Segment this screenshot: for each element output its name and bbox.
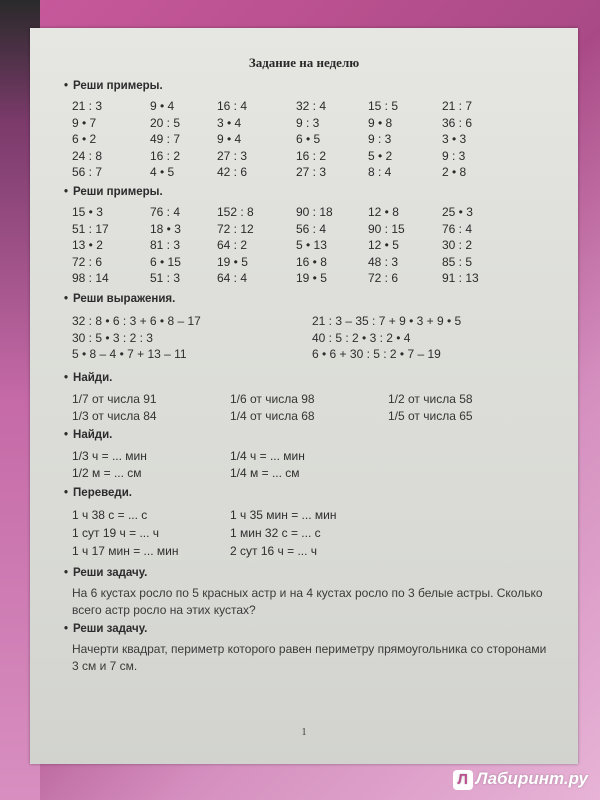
section-heading-find-1: [64, 372, 112, 384]
bullet-icon: •: [64, 429, 69, 441]
bullet-icon: •: [64, 372, 69, 384]
example-item: 16 : 2: [150, 148, 181, 163]
section-heading-task-1: [64, 567, 147, 579]
section-heading-convert: [64, 487, 132, 499]
example-item: 16 • 8: [296, 254, 327, 269]
example-item: 90 : 15: [368, 221, 405, 236]
expressions-list: [72, 313, 542, 363]
example-item: 12 • 5: [368, 238, 399, 252]
example-item: 20 : 5: [150, 115, 181, 130]
examples-grid-2: [72, 204, 512, 287]
bullet-icon: •: [64, 487, 69, 499]
bullet-icon: •: [64, 186, 69, 198]
example-item: 49 : 7: [150, 132, 181, 146]
watermark-text: Лабиринт.ру: [475, 769, 588, 788]
example-item: 9 • 4: [217, 132, 242, 146]
example-item: 19 • 5: [296, 271, 327, 285]
convert-item: 2 сут 16 ч = ... ч: [230, 544, 318, 558]
find-list-1: [72, 391, 552, 424]
example-item: 64 : 4: [217, 271, 248, 285]
example-item: 51 : 17: [72, 221, 109, 236]
task-2-text: Начерти квадрат, периметр которого равен периметру прямоугольника со сторонами 3 см и 7 см.: [72, 642, 547, 673]
example-item: 9 : 3: [296, 115, 320, 130]
expression-item: 21 : 3 – 35 : 7 + 9 • 3 + 9 • 5: [312, 314, 462, 328]
convert-item: 1 мин 32 с = ... с: [230, 526, 321, 540]
section-heading-text: Найди.: [73, 429, 113, 441]
example-item: 6 • 2: [72, 132, 97, 146]
example-item: 19 • 5: [217, 254, 248, 269]
example-item: 76 : 4: [150, 205, 181, 219]
find-item: 1/2 м = ... см: [72, 465, 142, 480]
expression-item: 32 : 8 • 6 : 3 + 6 • 8 – 17: [72, 314, 201, 328]
find-item: 1/6 от числа 98: [230, 392, 315, 406]
example-item: 13 • 2: [72, 238, 103, 252]
example-item: 81 : 3: [150, 238, 181, 252]
example-item: 72 : 6: [72, 254, 103, 269]
section-heading-text: Реши задачу.: [73, 623, 148, 635]
section-heading-task-2: [64, 623, 147, 635]
find-list-2: [72, 448, 542, 481]
bullet-icon: •: [64, 623, 69, 635]
example-item: 15 • 3: [72, 205, 103, 219]
find-item: 1/2 от числа 58: [388, 392, 473, 406]
example-item: 21 : 3: [72, 99, 103, 113]
section-heading-examples-1: [64, 80, 163, 92]
example-item: 9 • 4: [150, 99, 175, 113]
example-item: 85 : 5: [442, 254, 473, 269]
example-item: 90 : 18: [296, 205, 333, 219]
example-item: 9 • 8: [368, 115, 393, 130]
example-item: 72 : 12: [217, 221, 254, 236]
expression-item: 40 : 5 : 2 • 3 : 2 • 4: [312, 330, 411, 345]
section-heading-expressions: [64, 293, 175, 305]
example-item: 12 • 8: [368, 205, 399, 219]
example-item: 56 : 4: [296, 221, 327, 236]
section-heading-find-2: [64, 429, 112, 441]
section-heading-text: Реши задачу.: [73, 567, 148, 579]
page-number: 1: [301, 726, 307, 738]
bullet-icon: •: [64, 80, 69, 92]
example-item: 16 : 4: [217, 99, 248, 113]
convert-item: 1 сут 19 ч = ... ч: [72, 526, 160, 540]
example-item: 3 • 4: [217, 115, 242, 130]
example-item: 36 : 6: [442, 115, 473, 130]
section-heading-examples-2: [64, 186, 163, 198]
example-item: 18 • 3: [150, 221, 181, 236]
example-item: 76 : 4: [442, 221, 473, 236]
example-item: 15 : 5: [368, 99, 399, 113]
example-item: 152 : 8: [217, 205, 254, 219]
example-item: 9 • 7: [72, 115, 97, 130]
bullet-icon: •: [64, 567, 69, 579]
convert-item: 1 ч 38 с = ... с: [72, 508, 148, 522]
find-item: 1/4 ч = ... мин: [230, 449, 305, 463]
bullet-icon: •: [64, 293, 69, 305]
find-item: 1/5 от числа 65: [388, 408, 473, 423]
find-item: 1/7 от числа 91: [72, 392, 157, 406]
find-item: 1/3 от числа 84: [72, 408, 157, 423]
example-item: 9 : 3: [368, 132, 392, 146]
worksheet-page: [30, 28, 578, 764]
find-item: 1/4 от числа 68: [230, 408, 315, 423]
example-item: 27 : 3: [296, 165, 327, 179]
section-heading-text: Реши примеры.: [73, 80, 163, 92]
example-item: 21 : 7: [442, 99, 473, 113]
example-item: 8 : 4: [368, 165, 392, 179]
find-item: 1/4 м = ... см: [230, 465, 300, 480]
example-item: 6 • 15: [150, 254, 181, 269]
example-item: 3 • 3: [442, 132, 467, 146]
example-item: 98 : 14: [72, 271, 109, 285]
example-item: 72 : 6: [368, 271, 399, 285]
example-item: 51 : 3: [150, 271, 181, 285]
section-heading-text: Реши выражения.: [73, 293, 176, 305]
example-item: 25 • 3: [442, 205, 473, 219]
convert-item: 1 ч 17 мин = ... мин: [72, 544, 179, 558]
example-item: 9 : 3: [442, 148, 466, 163]
example-item: 30 : 2: [442, 238, 473, 252]
labirint-logo-icon: Л: [453, 770, 473, 790]
example-item: 27 : 3: [217, 148, 248, 163]
example-item: 48 : 3: [368, 254, 399, 269]
example-item: 91 : 13: [442, 271, 479, 285]
example-item: 64 : 2: [217, 238, 248, 252]
examples-grid-1: [72, 98, 512, 181]
example-item: 42 : 6: [217, 165, 248, 179]
task-1-text: На 6 кустах росло по 5 красных астр и на 4 кустах росло по 3 белые астры. Сколько всего астр росло на этих кустах?: [72, 586, 543, 617]
example-item: 6 • 5: [296, 132, 321, 146]
example-item: 32 : 4: [296, 99, 327, 113]
section-heading-text: Реши примеры.: [73, 186, 163, 198]
example-item: 5 • 13: [296, 238, 327, 252]
example-item: 56 : 7: [72, 165, 103, 179]
example-item: 2 • 8: [442, 165, 467, 179]
convert-item: 1 ч 35 мин = ... мин: [230, 508, 337, 522]
expression-item: 5 • 8 – 4 • 7 + 13 – 11: [72, 347, 187, 361]
expression-item: 30 : 5 • 3 : 2 : 3: [72, 330, 153, 345]
example-item: 5 • 2: [368, 148, 393, 163]
example-item: 24 : 8: [72, 148, 103, 163]
section-heading-text: Найди.: [73, 372, 113, 384]
page-title: Задание на неделю: [248, 55, 360, 70]
convert-list: [72, 506, 542, 560]
expression-item: 6 • 6 + 30 : 5 : 2 • 7 – 19: [312, 347, 441, 361]
section-heading-text: Переведи.: [73, 487, 132, 499]
example-item: 4 • 5: [150, 165, 175, 179]
find-item: 1/3 ч = ... мин: [72, 449, 147, 463]
watermark-logo: [453, 769, 588, 790]
example-item: 16 : 2: [296, 148, 327, 163]
